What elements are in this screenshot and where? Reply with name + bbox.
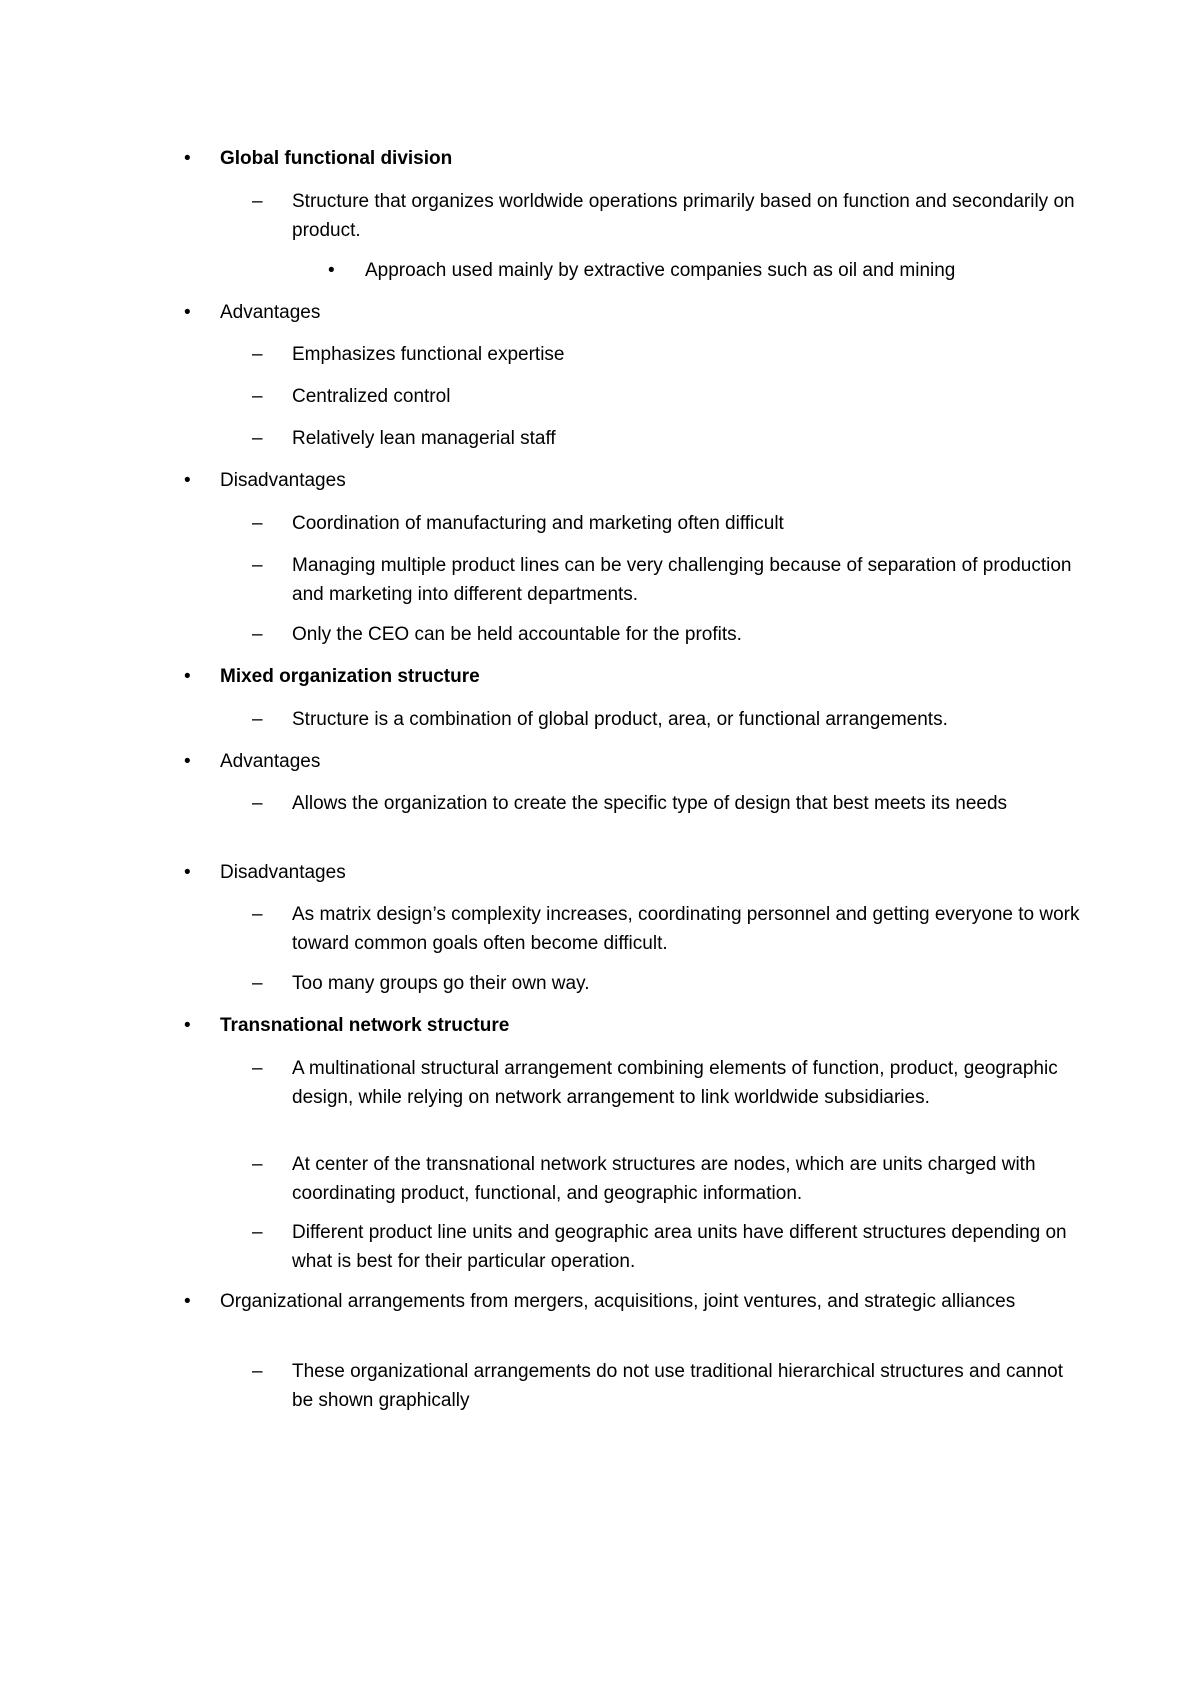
dash-marker: – [252, 386, 263, 407]
dash-marker: – [252, 513, 263, 534]
dash-marker: – [252, 624, 263, 645]
list-item: Too many groups go their own way. [292, 973, 590, 994]
heading-advantages: Advantages [220, 302, 321, 323]
bullet-marker: • [328, 260, 335, 281]
dash-marker: – [252, 344, 263, 365]
list-item: Relatively lean managerial staff [292, 428, 556, 449]
dash-marker: – [252, 1154, 263, 1175]
heading-global-functional-division: Global functional division [220, 148, 453, 169]
bullet-marker: • [184, 1291, 191, 1312]
bullet-marker: • [184, 302, 191, 323]
bullet-marker: • [184, 751, 191, 772]
list-item: As matrix design’s complexity increases, coordinating personnel and getting everyone to work toward common goals often become difficult. [292, 904, 1080, 954]
list-item: Centralized control [292, 386, 451, 407]
list-item: Allows the organization to create the specific type of design that best meets its needs [292, 793, 1008, 814]
list-item: Structure is a combination of global product, area, or functional arrangements. [292, 709, 948, 730]
heading-advantages: Advantages [220, 751, 321, 772]
list-item: Emphasizes functional expertise [292, 344, 565, 365]
heading-disadvantages: Disadvantages [220, 470, 346, 491]
bullet-marker: • [184, 666, 191, 687]
dash-marker: – [252, 1222, 263, 1243]
list-item: These organizational arrangements do not use traditional hierarchical structures and cannot be shown graphically [292, 1361, 1064, 1411]
list-item: Structure that organizes worldwide operations primarily based on function and secondarily on product. [292, 191, 1075, 241]
heading-mixed-organization-structure: Mixed organization structure [220, 666, 480, 687]
dash-marker: – [252, 1361, 263, 1382]
bullet-marker: • [184, 862, 191, 883]
list-item: Approach used mainly by extractive companies such as oil and mining [365, 260, 956, 281]
bullet-marker: • [184, 148, 191, 169]
heading-organizational-arrangements: Organizational arrangements from mergers, acquisitions, joint ventures, and strategic alliances [220, 1291, 1016, 1312]
bullet-marker: • [184, 470, 191, 491]
dash-marker: – [252, 904, 263, 925]
dash-marker: – [252, 428, 263, 449]
dash-marker: – [252, 709, 263, 730]
list-item: Only the CEO can be held accountable for the profits. [292, 624, 742, 645]
list-item: At center of the transnational network structures are nodes, which are units charged with coordinating product, functional, and geographic information. [292, 1154, 1036, 1204]
dash-marker: – [252, 1058, 263, 1079]
list-item: Coordination of manufacturing and marketing often difficult [292, 513, 784, 534]
bullet-marker: • [184, 1015, 191, 1036]
heading-disadvantages: Disadvantages [220, 862, 346, 883]
heading-transnational-network-structure: Transnational network structure [220, 1015, 510, 1036]
dash-marker: – [252, 973, 263, 994]
dash-marker: – [252, 191, 263, 212]
list-item: A multinational structural arrangement combining elements of function, product, geographic design, while relying on network arrangement to link worldwide subsidiaries. [292, 1058, 1058, 1108]
dash-marker: – [252, 793, 263, 814]
dash-marker: – [252, 555, 263, 576]
list-item: Managing multiple product lines can be very challenging because of separation of production and marketing into different departments. [292, 555, 1072, 605]
list-item: Different product line units and geographic area units have different structures depending on what is best for their particular operation. [292, 1222, 1067, 1272]
